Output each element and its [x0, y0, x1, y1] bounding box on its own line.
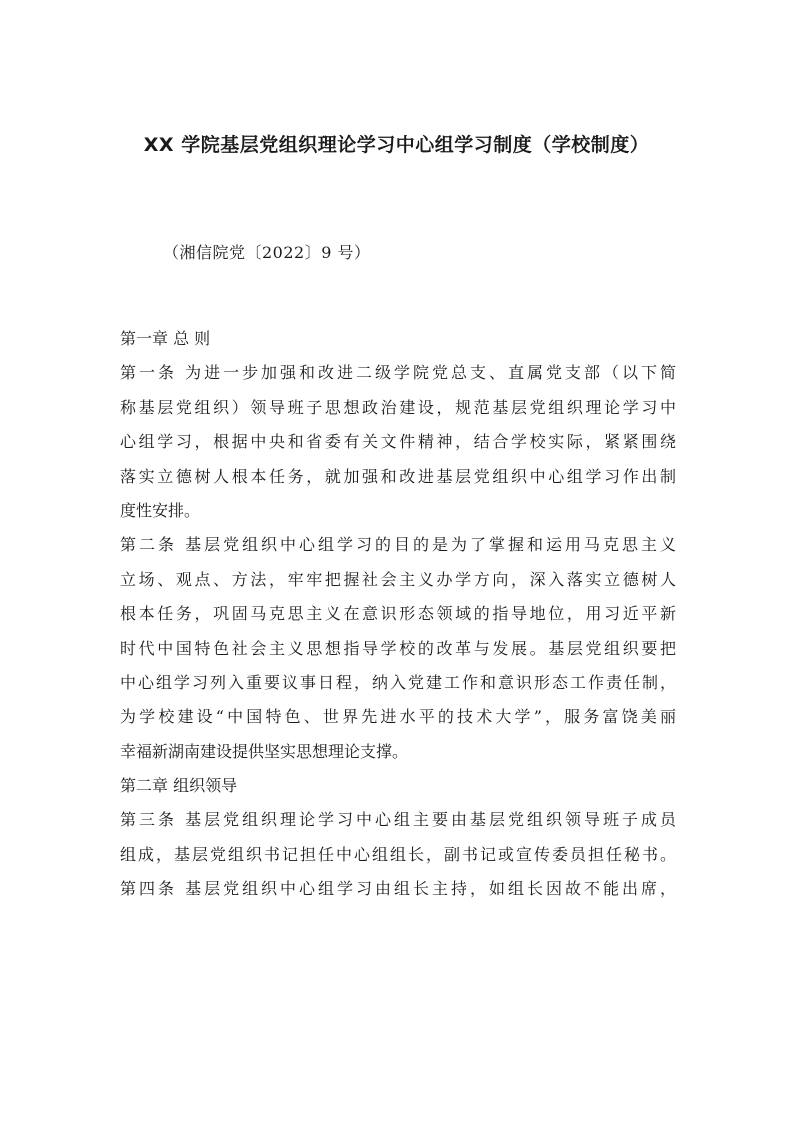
document-number: （湘信院党〔2022〕9 号） [163, 243, 371, 262]
text-line: 中心组学习列入重要议事日程，纳入党建工作和意识形态工作责任制， [120, 672, 676, 692]
text-line: 心组学习，根据中央和省委有关文件精神，结合学校实际，紧紧围绕 [120, 432, 676, 452]
text-line: 第二条 基层党组织中心组学习的目的是为了掌握和运用马克思主义 [120, 535, 676, 555]
text-line: 第三条 基层党组织理论学习中心组主要由基层党组织领导班子成员 [120, 810, 676, 830]
text-line: 度性安排。 [120, 500, 201, 520]
text-line: 称基层党组织）领导班子思想政治建设，规范基层党组织理论学习中 [120, 397, 676, 417]
text-line: 第二章 组织领导 [120, 776, 238, 796]
text-line: 立场、观点、方法，牢牢把握社会主义办学方向，深入落实立德树人 [120, 569, 676, 589]
text-line: 时代中国特色社会主义思想指导学校的改革与发展。基层党组织要把 [120, 638, 676, 658]
text-line: 幸福新湖南建设提供坚实思想理论支撑。 [120, 741, 409, 761]
text-line: 组成，基层党组织书记担任中心组组长，副书记或宣传委员担任秘书。 [120, 844, 676, 864]
text-line: 落实立德树人根本任务，就加强和改进基层党组织中心组学习作出制 [120, 466, 676, 486]
text-line: 第一条 为进一步加强和改进二级学院党总支、直属党支部（以下简 [120, 363, 676, 383]
document-body [120, 322, 676, 907]
text-line: 根本任务，巩固马克思主义在意识形态领域的指导地位，用习近平新 [120, 604, 676, 624]
text-line: 第一章 总 则 [120, 329, 211, 348]
text-line: 第四条 基层党组织中心组学习由组长主持，如组长因故不能出席， [120, 879, 676, 899]
text-line: 为学校建设“中国特色、世界先进水平的技术大学”，服务富饶美丽 [120, 707, 676, 727]
document-title: XX 学院基层党组织理论学习中心组学习制度（学校制度） [143, 134, 650, 156]
